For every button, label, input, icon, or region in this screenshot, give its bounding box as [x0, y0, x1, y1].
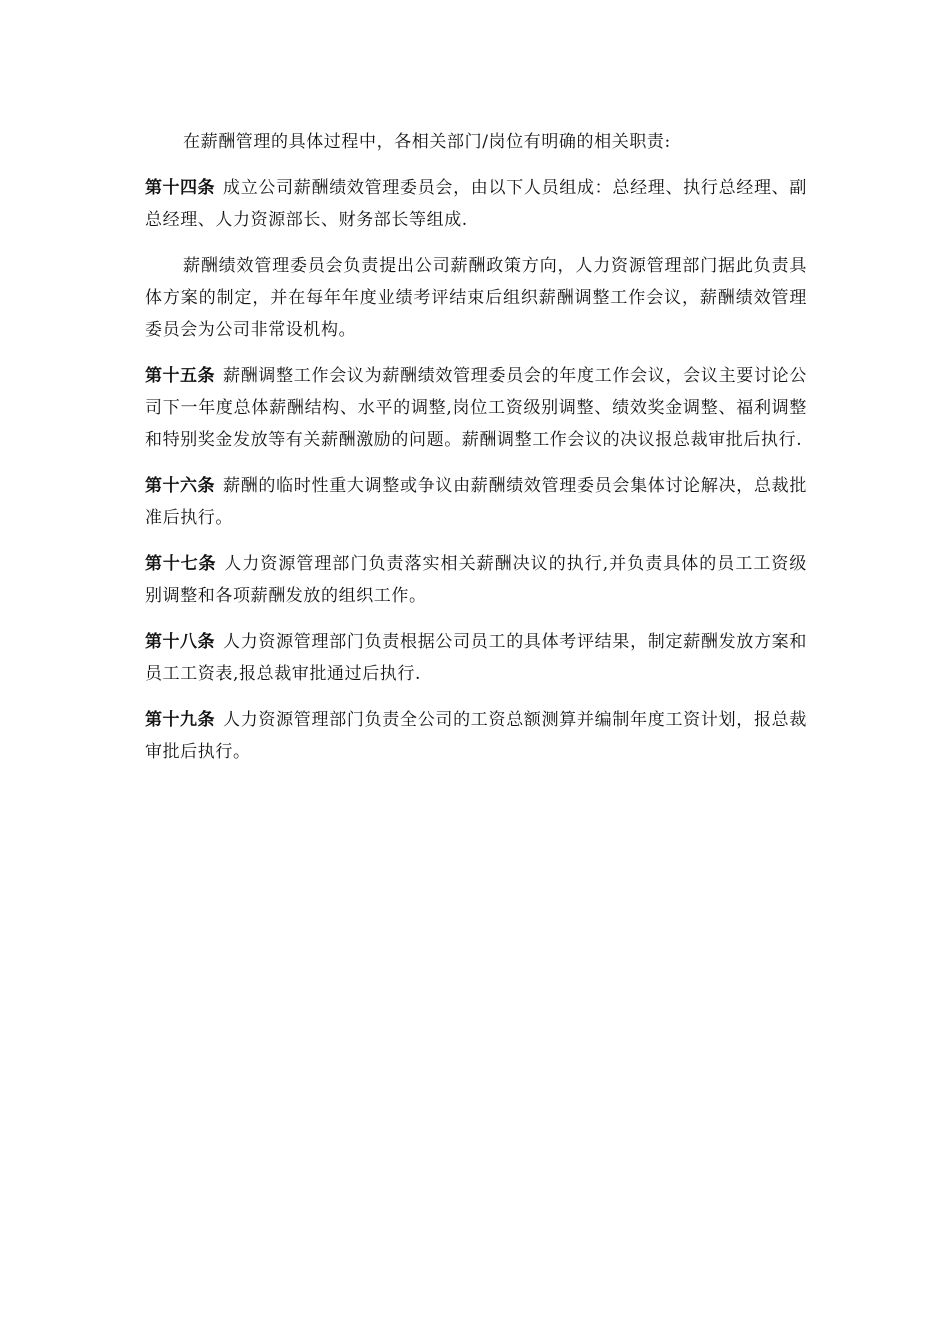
document-page: [145, 126, 807, 782]
article-16-title: 第十六条: [145, 476, 215, 496]
article-17-text: 人力资源管理部门负责落实相关薪酬决议的执行,并负责具体的员工工资级别调整和各项薪酬发放的组织工作。: [145, 554, 807, 606]
article-14-text: 成立公司薪酬绩效管理委员会，由以下人员组成：总经理、执行总经理、副总经理、人力资源部长、财务部长等组成.: [145, 178, 807, 230]
article-18-text: 人力资源管理部门负责根据公司员工的具体考评结果，制定薪酬发放方案和员工工资表,报总裁审批通过后执行.: [145, 632, 807, 684]
article-18: [145, 626, 807, 690]
article-14-title: 第十四条: [145, 178, 215, 198]
article-15-title: 第十五条: [145, 366, 215, 386]
intro-paragraph: 在薪酬管理的具体过程中，各相关部门/岗位有明确的相关职责:: [183, 132, 671, 152]
article-16-text: 薪酬的临时性重大调整或争议由薪酬绩效管理委员会集体讨论解决，总裁批准后执行。: [145, 476, 807, 528]
article-19: [145, 704, 807, 768]
article-14: [145, 172, 807, 236]
article-17-title: 第十七条: [145, 554, 217, 574]
article-16: [145, 470, 807, 534]
article-14-continued: [145, 250, 807, 346]
article-19-text: 人力资源管理部门负责全公司的工资总额测算并编制年度工资计划，报总裁审批后执行。: [145, 710, 807, 762]
article-14-continued-text: 薪酬绩效管理委员会负责提出公司薪酬政策方向，人力资源管理部门据此负责具体方案的制定，并在每年年度业绩考评结束后组织薪酬调整工作会议，薪酬绩效管理委员会为公司非常设机构。: [145, 256, 807, 340]
article-15: [145, 360, 807, 456]
article-19-title: 第十九条: [145, 710, 215, 730]
article-18-title: 第十八条: [145, 632, 215, 652]
article-17: [145, 548, 807, 612]
article-15-text: 薪酬调整工作会议为薪酬绩效管理委员会的年度工作会议，会议主要讨论公司下一年度总体薪酬结构、水平的调整,岗位工资级别调整、绩效奖金调整、福利调整和特别奖金发放等有关薪酬激励的问题。薪酬调整工作会议的决议报总裁审批后执行.: [145, 366, 807, 450]
